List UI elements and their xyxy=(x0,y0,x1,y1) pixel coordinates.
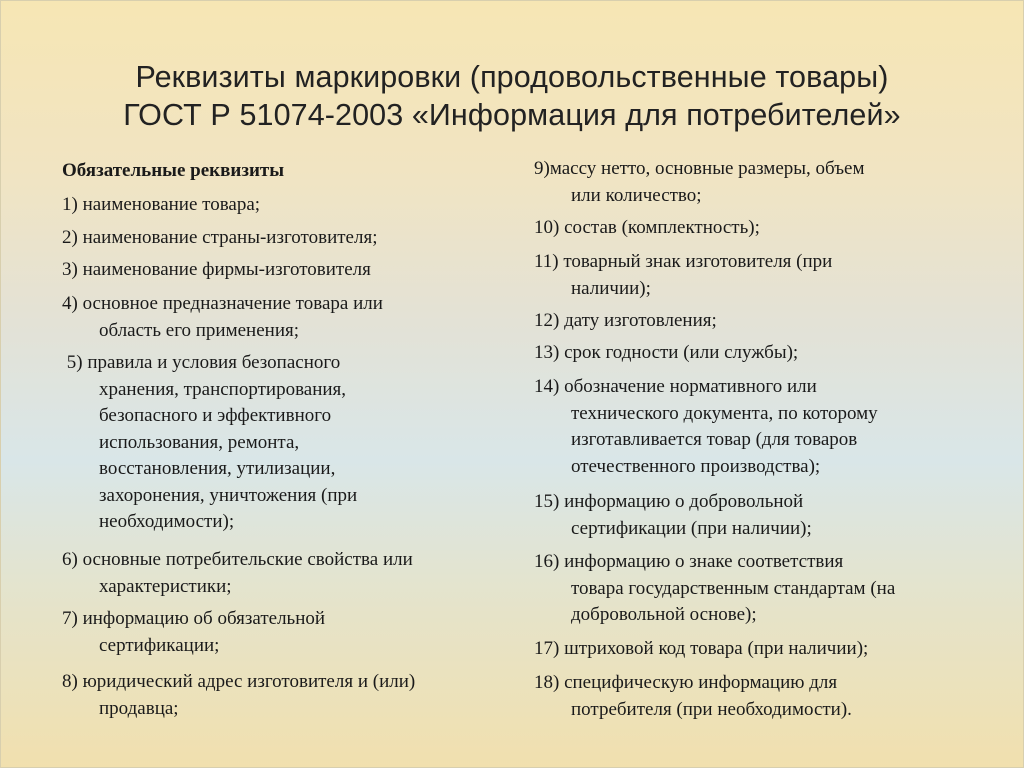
list-item xyxy=(62,350,357,536)
title-line-2: ГОСТ Р 51074-2003 «Информация для потребителей» xyxy=(123,98,901,132)
list-item-line: 7) информацию об обязательной xyxy=(62,608,326,629)
list-item xyxy=(534,156,865,209)
list-item-line: 1) наименование товара; xyxy=(62,194,261,215)
list-item-line: сертификации; xyxy=(99,634,220,656)
list-item-line: или количество; xyxy=(571,184,702,206)
list-item-line: изготавливается товар (для товаров xyxy=(571,429,858,450)
list-item-line: добровольной основе); xyxy=(571,604,757,625)
list-item xyxy=(62,669,415,722)
list-item-line: отечественного производства); xyxy=(571,455,821,477)
list-item xyxy=(62,291,383,344)
list-item xyxy=(534,670,852,723)
list-item-line: 9)массу нетто, основные размеры, объем xyxy=(534,158,865,179)
list-item-line: 18) специфическую информацию для xyxy=(534,672,838,693)
list-item-line: захоронения, уничтожения (при xyxy=(99,484,358,506)
list-item-line: наличии); xyxy=(571,277,651,299)
list-item xyxy=(534,216,760,241)
list-item xyxy=(534,489,812,542)
list-item xyxy=(534,374,878,480)
list-item-line: 5) правила и условия безопасного xyxy=(62,352,341,373)
list-item-line: 4) основное предназначение товара или xyxy=(62,293,383,314)
list-item-line: восстановления, утилизации, xyxy=(99,458,336,479)
list-item-line: хранения, транспортирования, xyxy=(99,378,347,400)
list-item-line: характеристики; xyxy=(99,575,232,597)
list-item xyxy=(534,341,798,366)
list-item xyxy=(534,549,895,629)
list-item-line: область его применения; xyxy=(99,319,300,341)
list-item xyxy=(62,226,377,251)
list-item-line: сертификации (при наличии); xyxy=(571,517,812,539)
list-item-line: 15) информацию о добровольной xyxy=(534,491,804,512)
list-item xyxy=(534,309,717,334)
list-item-line: технического документа, по которому xyxy=(571,402,878,424)
list-item-line: 12) дату изготовления; xyxy=(534,310,717,331)
title-line-1: Реквизиты маркировки (продовольственные товары) xyxy=(135,60,889,94)
list-item-line: 2) наименование страны-изготовителя; xyxy=(62,227,378,248)
list-item-line: 6) основные потребительские свойства или xyxy=(62,549,413,570)
list-item-line: безопасного и эффективного xyxy=(99,405,332,426)
list-item-line: 10) состав (комплектность); xyxy=(534,217,760,238)
list-item xyxy=(62,606,325,659)
list-item xyxy=(62,193,260,218)
list-item xyxy=(62,547,413,600)
list-item xyxy=(534,637,868,662)
list-item xyxy=(62,258,371,283)
list-item-line: потребителя (при необходимости). xyxy=(571,698,852,720)
list-item-line: 11) товарный знак изготовителя (при xyxy=(534,251,833,272)
list-item-line: 17) штриховой код товара (при наличии); xyxy=(534,638,869,659)
list-item-line: товара государственным стандартам (на xyxy=(571,577,896,599)
list-item-line: необходимости); xyxy=(99,511,235,532)
left-column-heading: Обязательные реквизиты xyxy=(62,160,285,181)
list-item xyxy=(534,249,832,302)
list-item-line: 13) срок годности (или службы); xyxy=(534,342,799,363)
list-item-line: 3) наименование фирмы-изготовителя xyxy=(62,259,371,280)
list-item-line: 16) информацию о знаке соответствия xyxy=(534,551,844,572)
list-item-line: использования, ремонта, xyxy=(99,431,300,453)
list-item-line: продавца; xyxy=(99,697,179,719)
list-item-line: 14) обозначение нормативного или xyxy=(534,376,817,397)
slide-title xyxy=(30,58,994,134)
list-item-line: 8) юридический адрес изготовителя и (или) xyxy=(62,671,416,692)
